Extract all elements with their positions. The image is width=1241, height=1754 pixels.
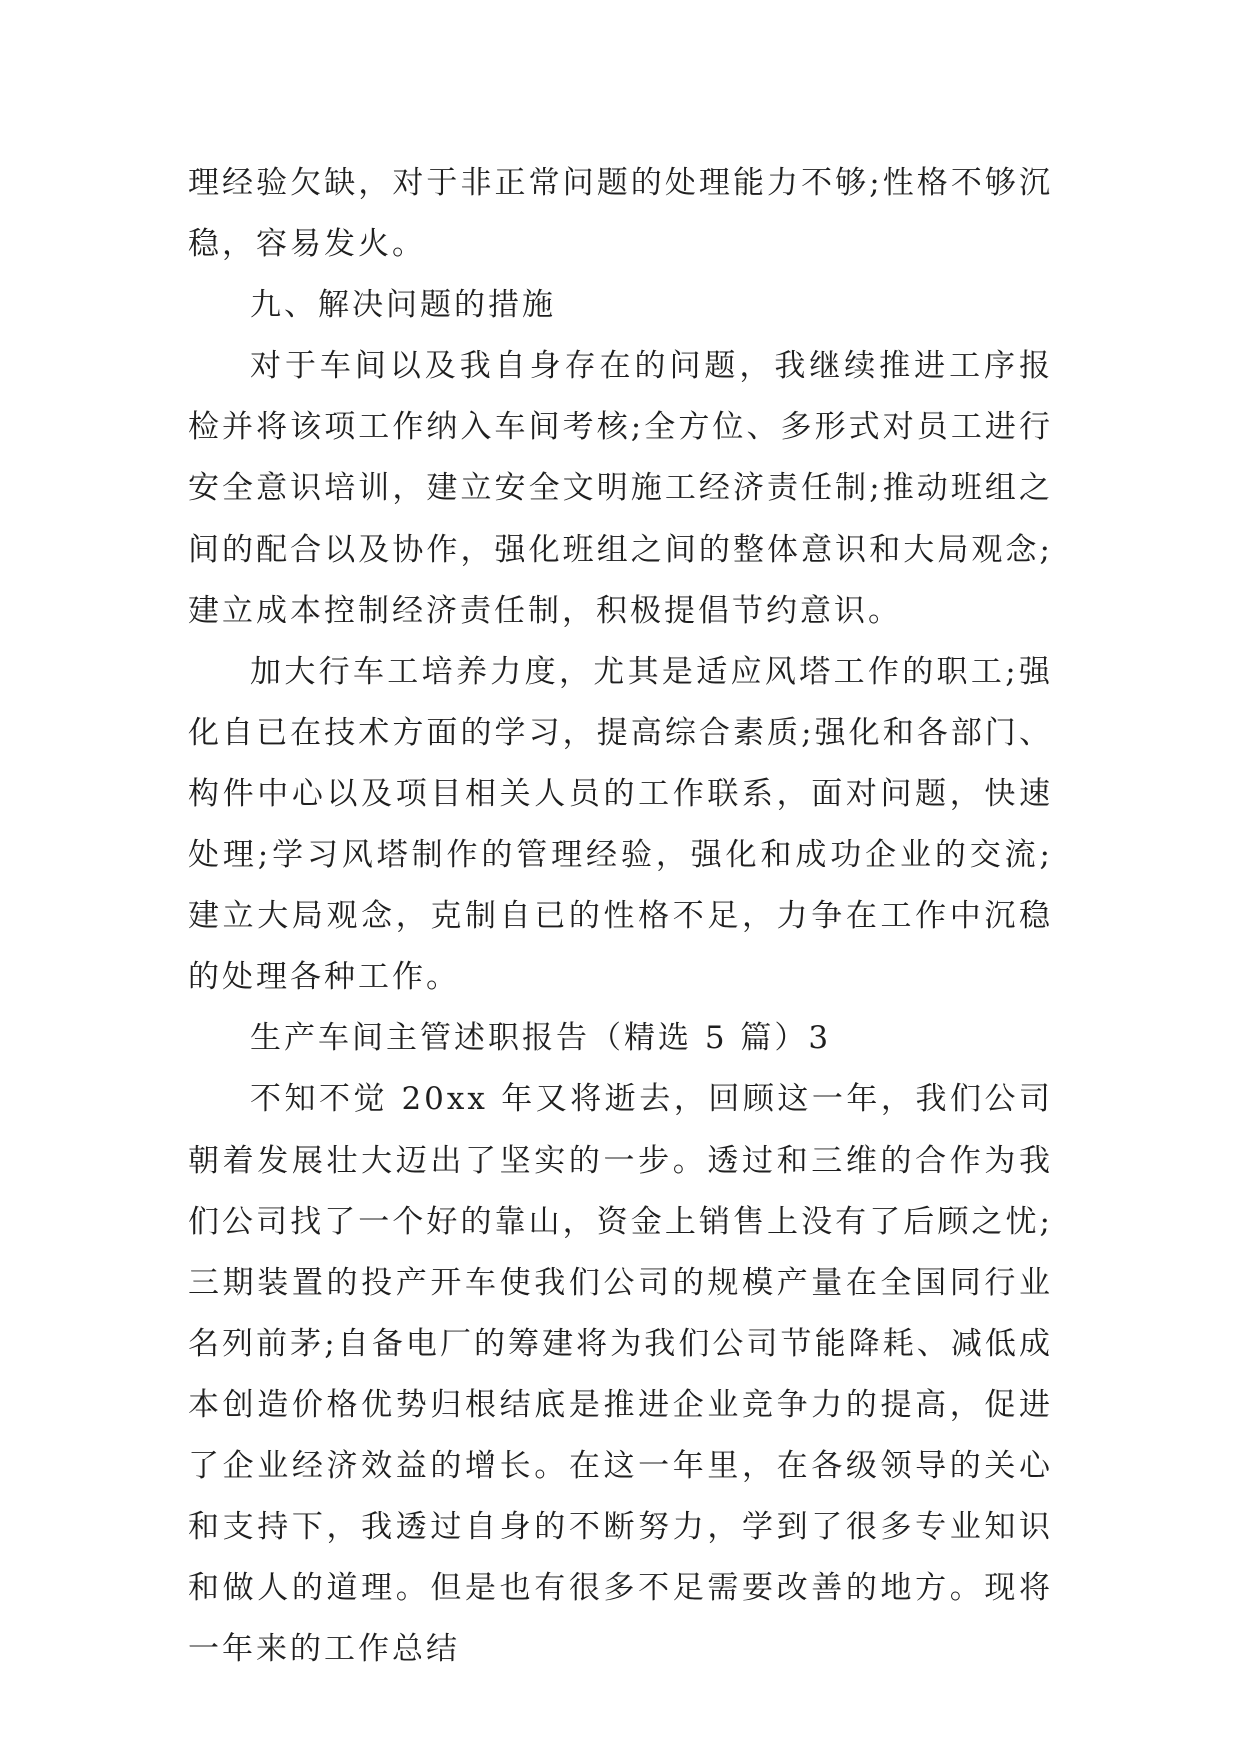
paragraph-workshop-problems: 对于车间以及我自身存在的问题，我继续推进工序报检并将该项工作纳入车间考核;全方位、多形式对员工进行安全意识培训，建立安全文明施工经济责任制;推动班组之间的配合以及协作，强化班组之间的整体意识和大局观念;建立成本控制经济责任制，积极提倡节约意识。 (188, 348, 1053, 629)
paragraph-year-review: 不知不觉 20xx 年又将逝去，回顾这一年，我们公司朝着发展壮大迈出了坚实的一步。透过和三维的合作为我们公司找了一个好的靠山，资金上销售上没有了后顾之忧;三期装置的投产开车使我们公司的规模产量在全国同行业名列前茅;自备电厂的筹建将为我们公司节能降耗、减低成本创造价格优势归根结底是推进企业竞争力的提高，促进了企业经济效益的增长。在这一年里，在各级领导的关心和支持下，我透过自身的不断努力，学到了很多专业知识和做人的道理。但是也有很多不足需要改善的地方。现将一年来的工作总结 (188, 1081, 1053, 1668)
paragraph-continuation: 理经验欠缺，对于非正常问题的处理能力不够;性格不够沉稳，容易发火。 (188, 165, 1053, 263)
paragraph-crane-training: 加大行车工培养力度，尤其是适应风塔工作的职工;强化自已在技术方面的学习，提高综合素质;强化和各部门、构件中心以及项目相关人员的工作联系，面对问题，快速处理;学习风塔制作的管理经验，强化和成功企业的交流;建立大局观念，克制自已的性格不足，力争在工作中沉稳的处理各种工作。 (188, 653, 1053, 996)
section-heading-measures: 九、解决问题的措施 (250, 287, 556, 324)
report-title-3: 生产车间主管述职报告（精选 5 篇）3 (250, 1020, 832, 1057)
body-text (188, 153, 1053, 1680)
